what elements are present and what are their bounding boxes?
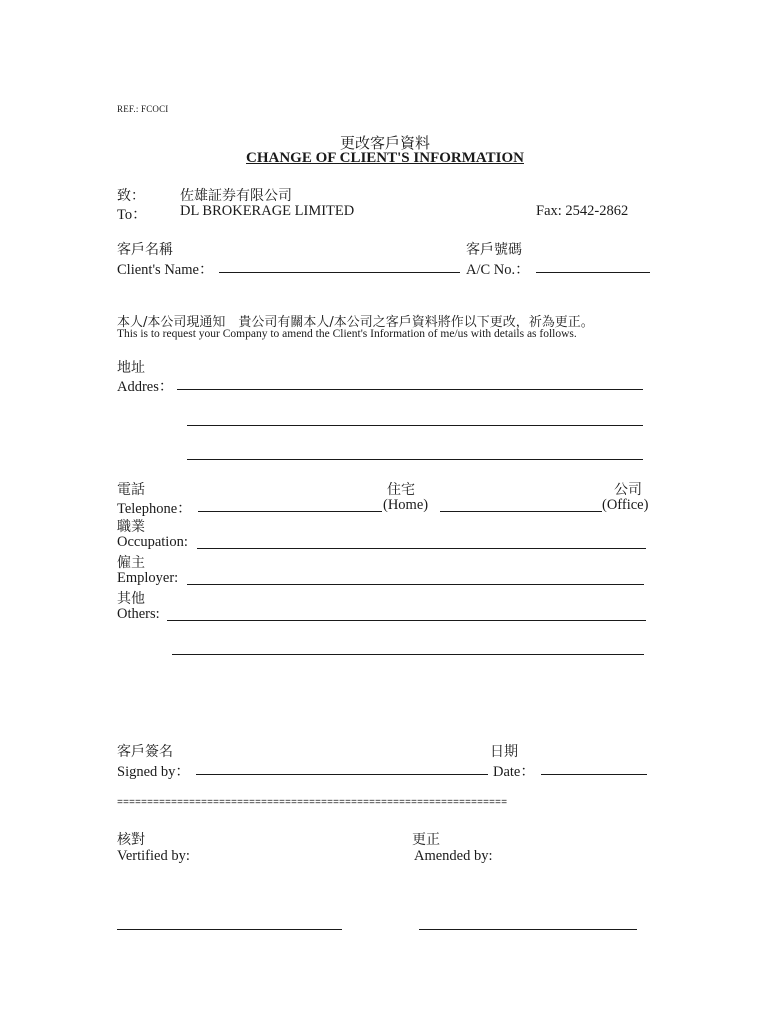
verified-label-chinese: 核對 (117, 832, 145, 848)
employer-label-chinese: 僱主 (117, 555, 145, 571)
signature-label-chinese: 客戶簽名 (117, 744, 173, 760)
verified-label-english: Vertified by: (117, 848, 190, 864)
occupation-label-chinese: 職業 (117, 519, 145, 535)
company-name-english: DL BROKERAGE LIMITED (180, 203, 355, 219)
client-name-label-english: Client's Name： (117, 262, 214, 278)
to-label-english: To： (117, 207, 147, 223)
others-line-2-field[interactable] (172, 654, 644, 655)
amended-label-english: Amended by: (414, 848, 493, 864)
company-name-chinese: 佐雄証券有限公司 (180, 188, 292, 204)
amended-signature-field[interactable] (419, 929, 637, 930)
title-chinese: 更改客戶資料 (339, 134, 430, 152)
to-label-chinese: 致： (117, 188, 145, 204)
home-phone-field[interactable] (198, 511, 382, 512)
home-label-chinese: 住宅 (387, 482, 415, 498)
notice-chinese: 本人/本公司現通知 貴公司有關本人/本公司之客戶資料將作以下更改，祈為更正。 (117, 315, 594, 330)
telephone-label-chinese: 電話 (117, 482, 145, 498)
amended-label-chinese: 更正 (412, 832, 440, 848)
title-english: CHANGE OF CLIENT'S INFORMATION (246, 150, 524, 166)
home-label-english: (Home) (383, 497, 429, 513)
account-no-label-chinese: 客戶號碼 (466, 242, 522, 258)
client-name-label-chinese: 客戶名稱 (117, 242, 173, 258)
telephone-label-english: Telephone： (117, 501, 192, 517)
account-no-label-english: A/C No.： (466, 262, 530, 278)
address-line-3-field[interactable] (187, 459, 643, 460)
date-field[interactable] (541, 774, 647, 775)
address-line-2-field[interactable] (187, 425, 643, 426)
employer-label-english: Employer: (117, 570, 179, 586)
account-no-field[interactable] (536, 272, 650, 273)
employer-field[interactable] (187, 584, 644, 585)
date-label-english: Date： (493, 764, 535, 780)
others-label-english: Others: (117, 606, 160, 622)
verified-signature-field[interactable] (117, 929, 342, 930)
office-phone-field[interactable] (440, 511, 602, 512)
office-label-english: (Office) (602, 497, 649, 513)
others-line-1-field[interactable] (167, 620, 646, 621)
office-label-chinese: 公司 (614, 482, 642, 498)
fax-number: Fax: 2542-2862 (536, 203, 629, 219)
address-label-chinese: 地址 (117, 360, 145, 376)
notice-english: This is to request your Company to amend the Client's Information of me/us with details as follows. (117, 328, 577, 340)
occupation-label-english: Occupation: (117, 534, 188, 550)
signature-label-english: Signed by： (117, 764, 190, 780)
address-label-english: Addres： (117, 379, 174, 395)
address-line-1-field[interactable] (177, 389, 643, 390)
date-label-chinese: 日期 (490, 744, 518, 760)
reference-code: REF.: FCOCI (117, 104, 169, 114)
separator-line: ================================================================= (117, 798, 508, 809)
client-name-field[interactable] (219, 272, 460, 273)
occupation-field[interactable] (197, 548, 646, 549)
others-label-chinese: 其他 (117, 591, 145, 607)
signature-field[interactable] (196, 774, 488, 775)
